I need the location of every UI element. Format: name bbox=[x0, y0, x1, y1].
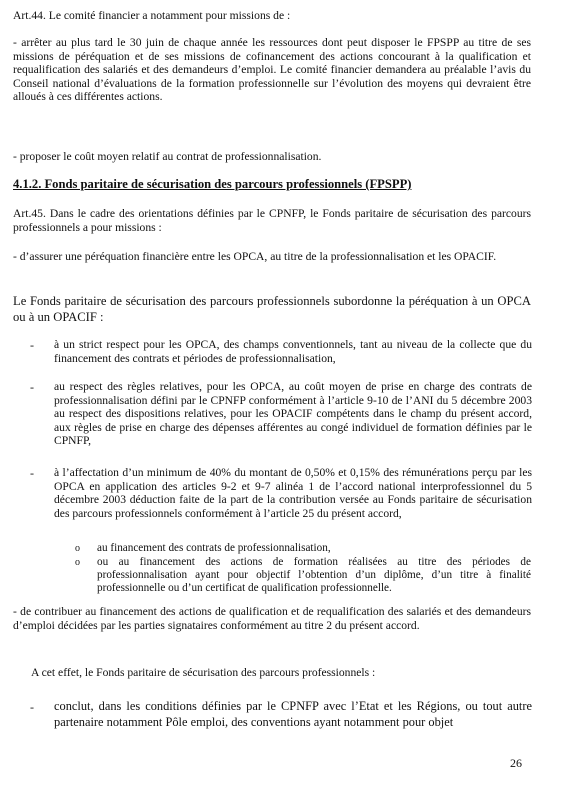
page-number: 26 bbox=[510, 756, 522, 770]
bullet-item-2: au respect des règles relatives, pour les OPCA, au coût moyen de prise en charge des contrats de professionnalisation défini par le CPNFP conformément à l’article 9-10 de l’ANI du 5 décembre 2003 au respect des dispositions relatives, pour les OPACIF compétents dans le champ du présent accord, aux règles de prise en charge des dépenses afférentes au congé individuel de formation définies par le CPNFP, bbox=[54, 380, 532, 448]
sub-bullet-item-1: au financement des contrats de professionnalisation, bbox=[97, 542, 331, 554]
art44-paragraph-2: - proposer le coût moyen relatif au contrat de professionnalisation. bbox=[13, 150, 322, 163]
conclut-item: conclut, dans les conditions définies par le CPNFP avec l’Etat et les Régions, ou tout autre partenaire notamment Pôle emploi, des conventions ayant notamment pour objet bbox=[54, 699, 532, 729]
bullet-item-1: à un strict respect pour les OPCA, des champs conventionnels, tant au niveau de la collecte que du financement des contrats et périodes de professionnalisation, bbox=[54, 338, 532, 365]
bullet-item-3: à l’affectation d’un minimum de 40% du montant de 0,50% et 0,15% des rémunérations perçu par les OPCA en application des articles 9-2 et 9-7 alinéa 1 de l’accord national interprofessionnel du 5 décembre 2003 déduction faite de la part de la contribution versée au Fonds paritaire de sécurisation des parcours professionnels conformément à l’article 25 du présent accord, bbox=[54, 466, 532, 520]
bullet-marker: - bbox=[30, 338, 34, 352]
fonds-intro: Le Fonds paritaire de sécurisation des parcours professionnels subordonne la péréquation à un OPCA ou à un OPACIF : bbox=[13, 294, 531, 324]
sub-bullet-marker: o bbox=[75, 557, 80, 568]
art44-title: Art.44. Le comité financier a notamment pour missions de : bbox=[13, 9, 291, 22]
art44-paragraph-1: - arrêter au plus tard le 30 juin de chaque année les ressources dont peut disposer le FPSPP au titre de ses missions de péréquation et de ses missions de cofinancement des actions concourant à la qualification et requalification des salariés et des demandeurs d’emploi. Le comité financier demandera au préalable l’avis du Conseil national d’évaluations de la formation professionnelle sur l’évolution des moyens qui devraient être alloués à ces différentes actions. bbox=[13, 36, 531, 104]
cet-effet-paragraph: A cet effet, le Fonds paritaire de sécurisation des parcours professionnels : bbox=[31, 666, 376, 679]
art45-intro: Art.45. Dans le cadre des orientations définies par le CPNFP, le Fonds paritaire de sécurisation des parcours professionnels a pour missions : bbox=[13, 207, 531, 234]
contribuer-paragraph: - de contribuer au financement des actions de qualification et de requalification des salariés et des demandeurs d’emploi décidées par les parties signataires conformément au titre 2 du présent accord. bbox=[13, 605, 531, 632]
bullet-marker: - bbox=[30, 700, 34, 714]
section-heading: 4.1.2. Fonds paritaire de sécurisation des parcours professionnels (FPSPP) bbox=[13, 177, 412, 191]
bullet-marker: - bbox=[30, 466, 34, 480]
bullet-marker: - bbox=[30, 380, 34, 394]
sub-bullet-item-2: ou au financement des actions de formation réalisées au titre des périodes de professionnalisation ayant pour objectif l’obtention d’un diplôme, d’un titre à finalité professionnelle ou d’un certificat de qualification professionnelle. bbox=[97, 556, 531, 595]
sub-bullet-marker: o bbox=[75, 543, 80, 554]
art45-paragraph-1: - d’assurer une péréquation financière entre les OPCA, au titre de la professionnalisation et les OPACIF. bbox=[13, 250, 497, 263]
